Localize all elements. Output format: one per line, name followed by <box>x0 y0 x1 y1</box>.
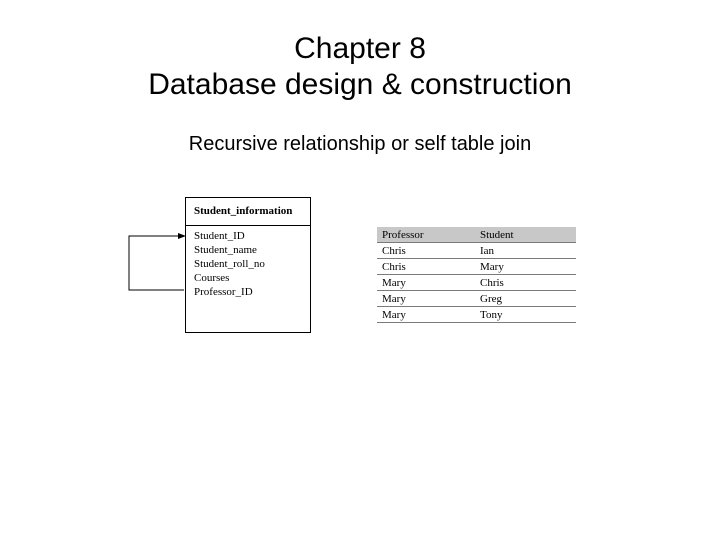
table-cell: Mary <box>377 275 475 291</box>
entity-field: Courses <box>194 272 230 284</box>
title-line-2: Database design & construction <box>148 68 572 101</box>
professor-student-table <box>377 227 576 323</box>
entity-field: Student_roll_no <box>194 258 265 270</box>
table-row <box>377 275 576 291</box>
entity-name: Student_information <box>186 198 310 226</box>
table-cell: Mary <box>377 291 475 307</box>
table-header-row <box>377 227 576 243</box>
table-row <box>377 291 576 307</box>
table-cell: Chris <box>475 275 576 291</box>
table-cell: Chris <box>377 259 475 275</box>
student-information-entity <box>185 197 311 333</box>
table-cell: Chris <box>377 243 475 259</box>
column-header-student: Student <box>475 227 576 243</box>
table-cell: Tony <box>475 307 576 323</box>
table-cell: Mary <box>475 259 576 275</box>
column-header-professor: Professor <box>377 227 475 243</box>
table-cell: Greg <box>475 291 576 307</box>
slide-title <box>0 31 720 103</box>
table-cell: Ian <box>475 243 576 259</box>
entity-field: Student_name <box>194 244 257 256</box>
recursive-relationship-connector <box>128 232 188 294</box>
table-row <box>377 259 576 275</box>
slide-subtitle: Recursive relationship or self table join <box>188 133 532 155</box>
table-row <box>377 243 576 259</box>
entity-field: Student_ID <box>194 230 245 242</box>
table-row <box>377 307 576 323</box>
table-cell: Mary <box>377 307 475 323</box>
entity-field: Professor_ID <box>194 286 253 298</box>
entity-field-list <box>186 226 310 299</box>
title-line-1: Chapter 8 <box>294 32 426 65</box>
